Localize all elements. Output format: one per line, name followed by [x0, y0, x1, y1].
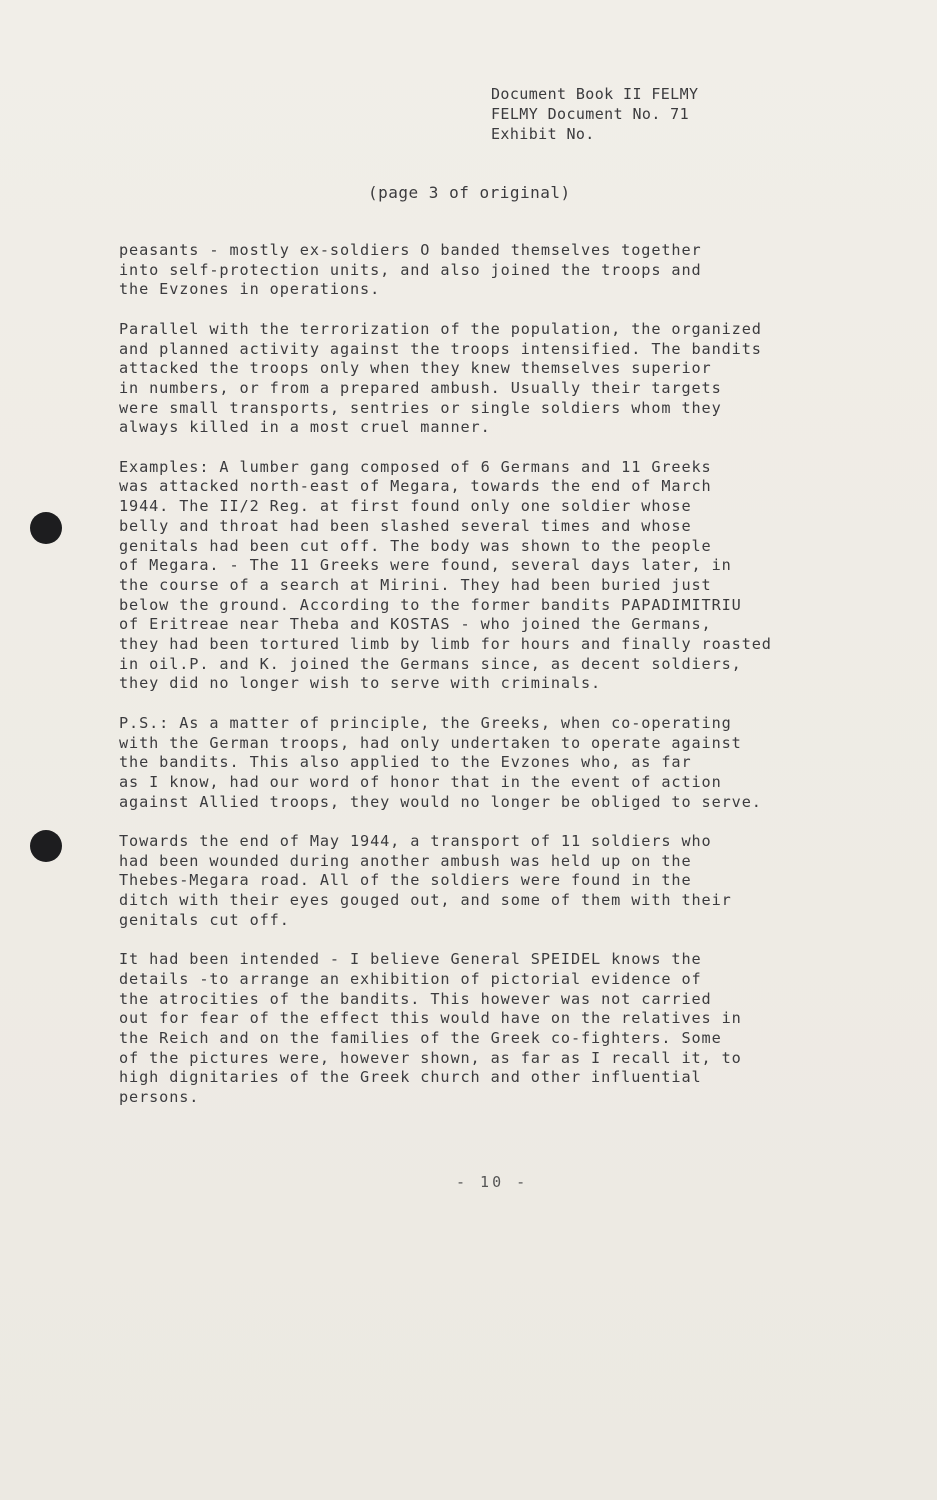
text-line: Parallel with the terrorization of the population, the organized [119, 319, 762, 338]
text-line: high dignitaries of the Greek church and other influential [119, 1068, 702, 1087]
text-line: the bandits. This also applied to the Evzones who, as far [119, 753, 692, 772]
header-line-document-number: FELMY Document No. 71 [491, 105, 690, 123]
text-line: were small transports, sentries or single soldiers whom they [119, 398, 722, 417]
text-line: persons. [119, 1088, 200, 1107]
text-line: attacked the troops only when they knew themselves superior [119, 359, 712, 378]
text-line: It had been intended - I believe General SPEIDEL knows the [119, 950, 702, 969]
paragraph-examples [119, 458, 889, 694]
text-line: in numbers, or from a prepared ambush. Usually their targets [119, 378, 722, 397]
text-line: belly and throat had been slashed several times and whose [119, 516, 692, 535]
document-header [491, 84, 698, 144]
text-line: genitals had been cut off. The body was shown to the people [119, 536, 712, 555]
text-line: out for fear of the effect this would have on the relatives in [119, 1009, 742, 1028]
text-line: and planned activity against the troops intensified. The bandits [119, 339, 762, 358]
text-line: with the German troops, had only undertaken to operate against [119, 733, 742, 752]
paragraph-may-1944 [119, 832, 889, 931]
text-line: details -to arrange an exhibition of pictorial evidence of [119, 969, 702, 988]
paragraph-postscript [119, 714, 889, 813]
text-line: Towards the end of May 1944, a transport of 11 soldiers who [119, 832, 712, 851]
text-line: had been wounded during another ambush was held up on the [119, 851, 692, 870]
text-line: in oil.P. and K. joined the Germans since, as decent soldiers, [119, 654, 742, 673]
text-line: of Eritreae near Theba and KOSTAS - who joined the Germans, [119, 615, 712, 634]
punch-hole [30, 830, 62, 862]
text-line: against Allied troops, they would no longer be obliged to serve. [119, 792, 762, 811]
text-line: as I know, had our word of honor that in the event of action [119, 772, 722, 791]
page-of-original-note: (page 3 of original) [368, 183, 571, 202]
paragraph-terrorization [119, 320, 889, 438]
punch-hole [30, 512, 62, 544]
text-line: the Reich and on the families of the Greek co-fighters. Some [119, 1029, 722, 1048]
text-line: below the ground. According to the former bandits PAPADIMITRIU [119, 595, 742, 614]
text-line: they did no longer wish to serve with criminals. [119, 674, 602, 693]
text-line: Examples: A lumber gang composed of 6 Germans and 11 Greeks [119, 457, 712, 476]
text-line: P.S.: As a matter of principle, the Greeks, when co-operating [119, 713, 732, 732]
text-line: they had been tortured limb by limb for hours and finally roasted [119, 635, 772, 654]
text-line: into self-protection units, and also joined the troops and [119, 260, 702, 279]
text-line: the atrocities of the bandits. This however was not carried [119, 989, 712, 1008]
text-line: of Megara. - The 11 Greeks were found, several days later, in [119, 556, 732, 575]
text-line: peasants - mostly ex-soldiers O banded themselves together [119, 241, 702, 259]
paragraph-peasants [119, 241, 889, 300]
text-line: the course of a search at Mirini. They had been buried just [119, 575, 712, 594]
text-line: genitals cut off. [119, 910, 290, 929]
text-line: Thebes-Megara road. All of the soldiers were found in the [119, 871, 692, 890]
text-line: 1944. The II/2 Reg. at first found only one soldier whose [119, 497, 692, 516]
paragraph-exhibition [119, 950, 889, 1108]
text-line: of the pictures were, however shown, as far as I recall it, to [119, 1048, 742, 1067]
text-line: always killed in a most cruel manner. [119, 418, 491, 437]
document-body [119, 241, 889, 1128]
text-line: the Evzones in operations. [119, 280, 381, 299]
text-line: was attacked north-east of Megara, towards the end of March [119, 477, 712, 496]
text-line: ditch with their eyes gouged out, and some of them with their [119, 891, 732, 910]
page-number: - 10 - [456, 1173, 529, 1191]
header-line-book: Document Book II FELMY [491, 85, 699, 103]
header-line-exhibit: Exhibit No. [491, 125, 595, 143]
